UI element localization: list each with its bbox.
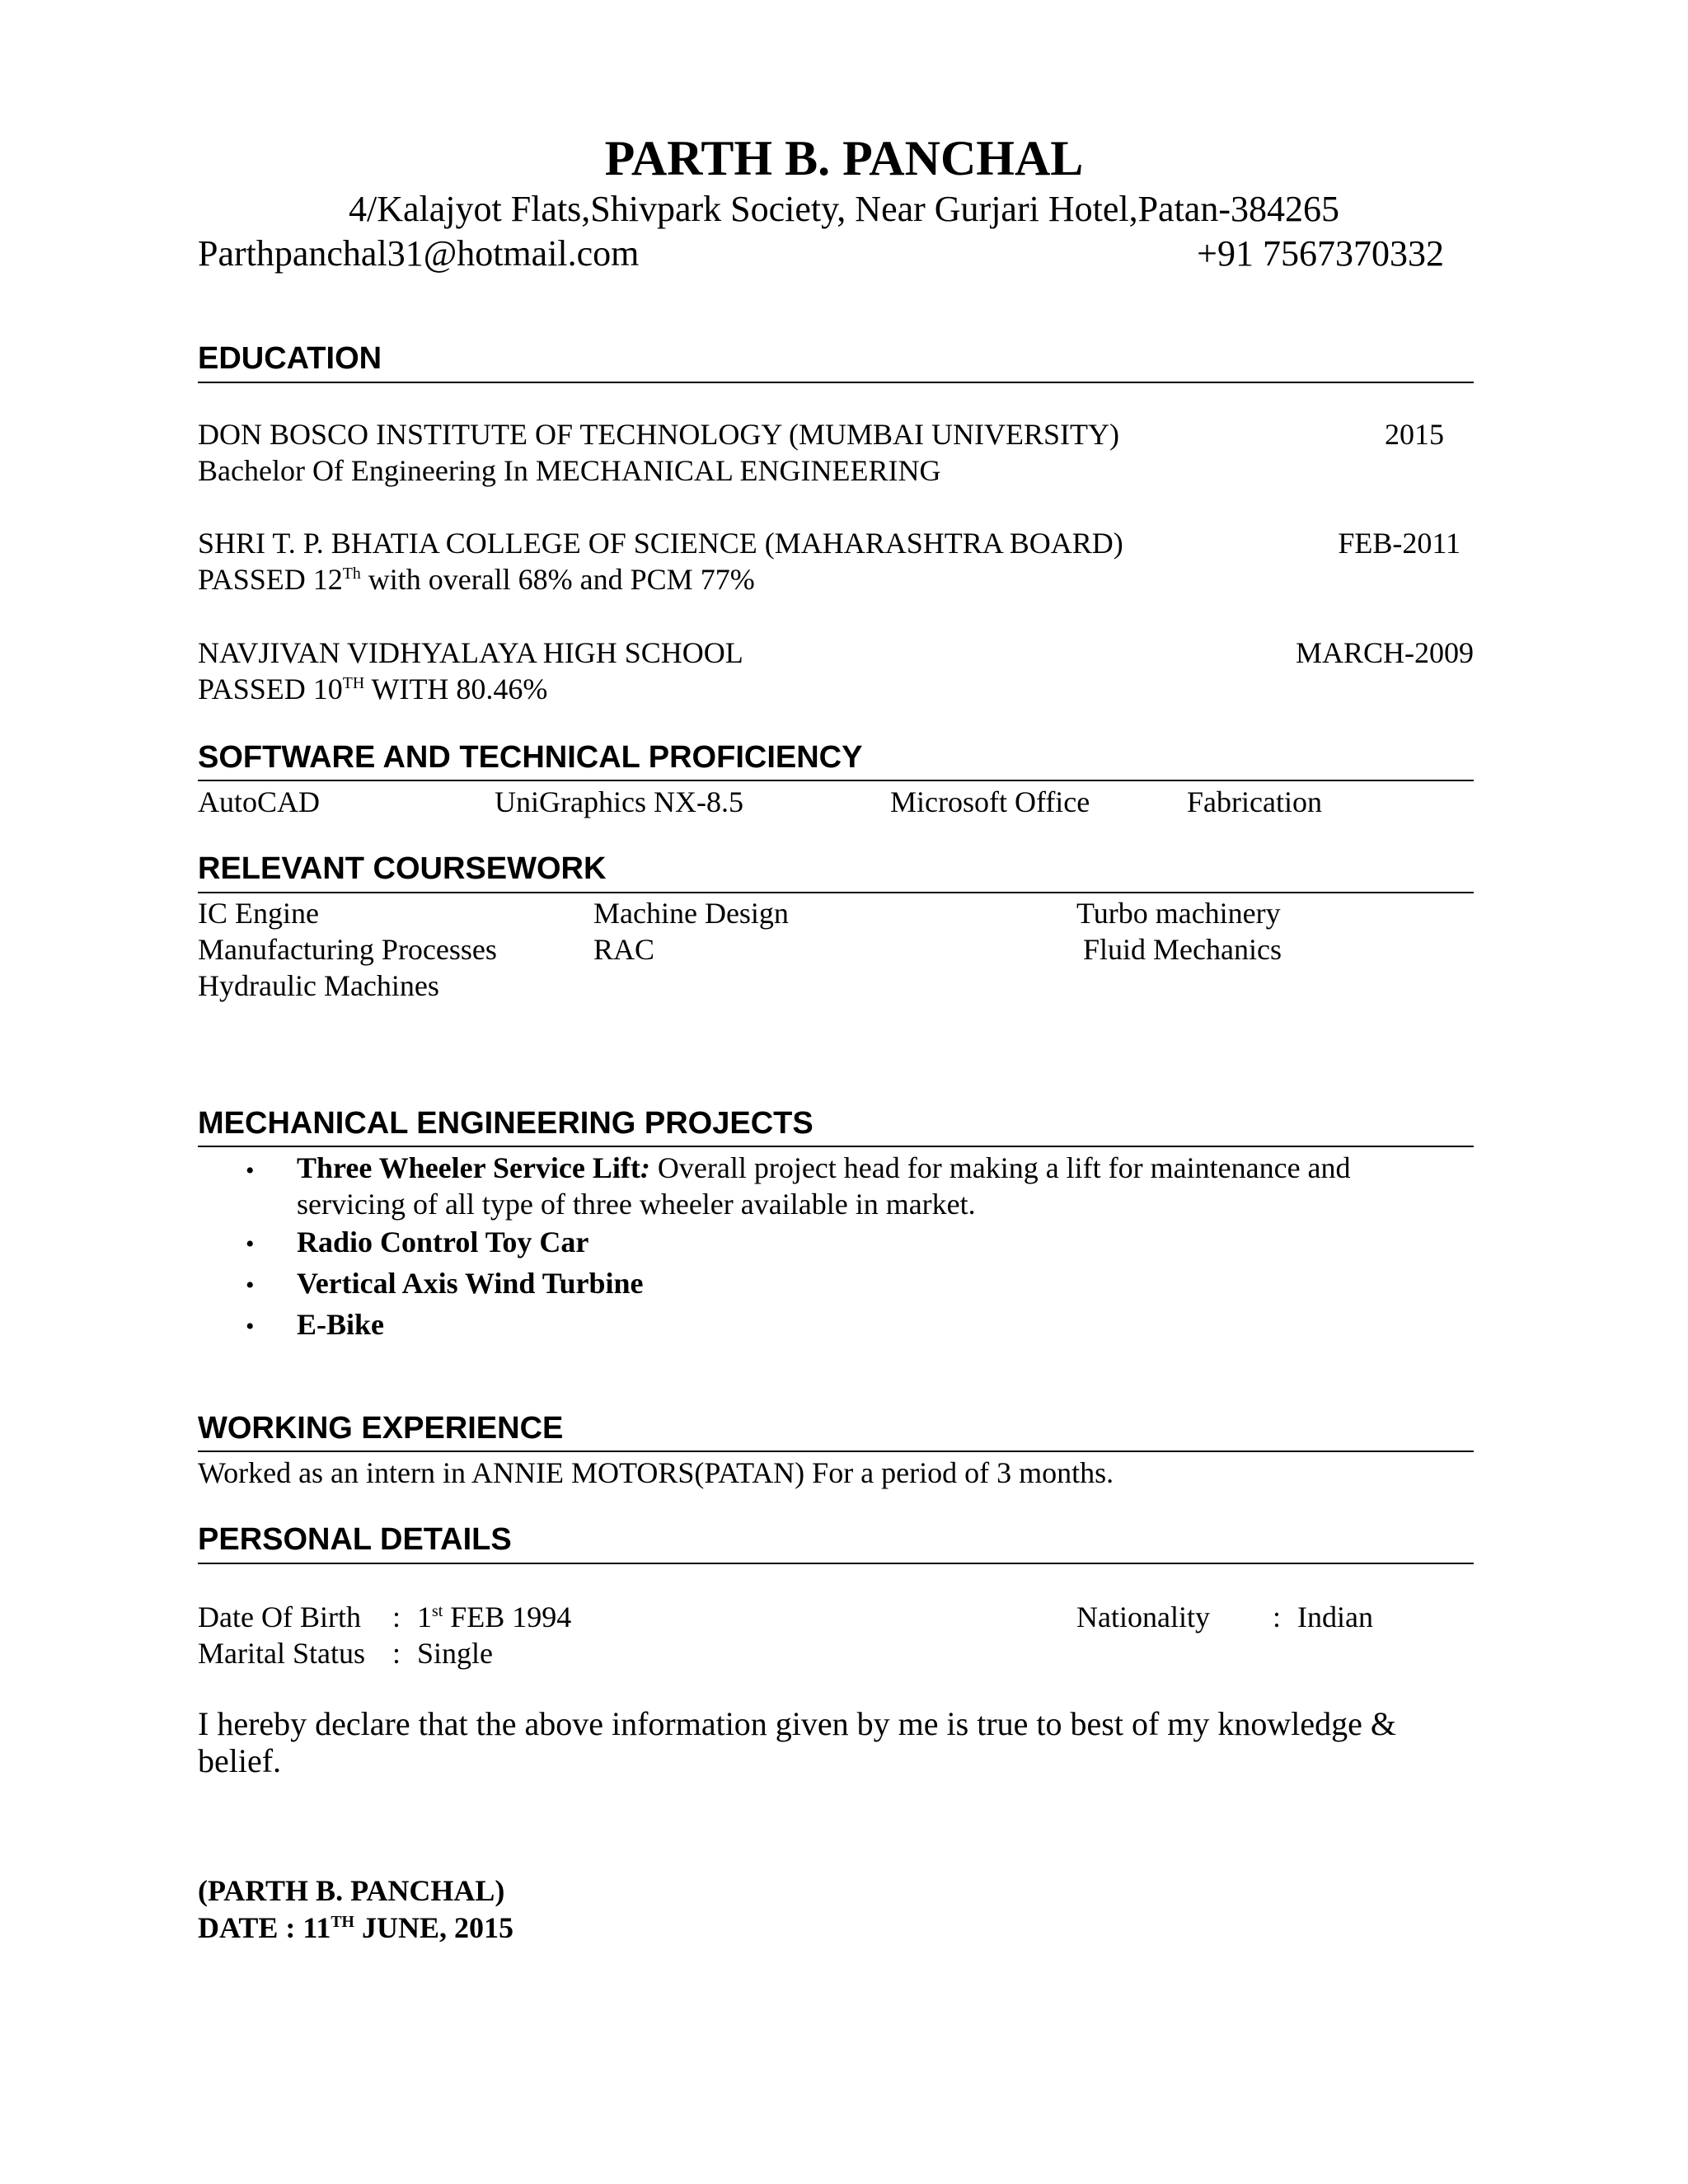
course-item: IC Engine xyxy=(198,897,319,930)
coursework-heading: RELEVANT COURSEWORK xyxy=(198,851,607,886)
nationality-value: Indian xyxy=(1297,1601,1373,1633)
project-item: Vertical Axis Wind Turbine xyxy=(297,1267,644,1300)
software-divider xyxy=(198,780,1474,781)
education-date-3: MARCH-2009 xyxy=(1295,636,1474,669)
course-item: Manufacturing Processes xyxy=(198,933,497,966)
personal-divider xyxy=(198,1563,1474,1564)
projects-divider xyxy=(198,1146,1474,1147)
projects-heading: MECHANICAL ENGINEERING PROJECTS xyxy=(198,1106,814,1141)
nationality-separator: : xyxy=(1273,1601,1282,1633)
software-heading: SOFTWARE AND TECHNICAL PROFICIENCY xyxy=(198,740,863,775)
email: Parthpanchal31@hotmail.com xyxy=(198,233,640,274)
declaration-line: belief. xyxy=(198,1742,282,1779)
project-item: E-Bike xyxy=(297,1308,385,1341)
bullet-icon: • xyxy=(246,1157,255,1184)
course-item: Turbo machinery xyxy=(1076,897,1281,930)
coursework-divider xyxy=(198,892,1474,893)
experience-divider xyxy=(198,1451,1474,1452)
experience-text: Worked as an intern in ANNIE MOTORS(PATAN) For a period of 3 months. xyxy=(198,1456,1114,1489)
bullet-icon: • xyxy=(246,1272,255,1299)
course-item: Hydraulic Machines xyxy=(198,969,439,1002)
education-date-1: 2015 xyxy=(1385,418,1444,451)
course-item: RAC xyxy=(593,933,655,966)
course-item: Machine Design xyxy=(593,897,789,930)
education-detail-2: PASSED 12Th with overall 68% and PCM 77% xyxy=(198,563,755,596)
education-detail-3: PASSED 10TH WITH 80.46% xyxy=(198,673,548,705)
signature-date: DATE : 11TH JUNE, 2015 xyxy=(198,1911,513,1944)
dob-separator: : xyxy=(392,1601,401,1633)
course-item: Fluid Mechanics xyxy=(1083,933,1282,966)
marital-value: Single xyxy=(417,1637,494,1670)
bullet-icon: • xyxy=(246,1230,255,1258)
project-item-desc: servicing of all type of three wheeler available in market. xyxy=(297,1188,976,1221)
personal-heading: PERSONAL DETAILS xyxy=(198,1522,512,1557)
software-item: AutoCAD xyxy=(198,785,321,818)
marital-label: Marital Status xyxy=(198,1637,365,1670)
candidate-name: PARTH B. PANCHAL xyxy=(604,131,1084,185)
education-institution-1: DON BOSCO INSTITUTE OF TECHNOLOGY (MUMBAI UNIVERSITY) xyxy=(198,418,1119,451)
marital-separator: : xyxy=(392,1637,401,1670)
education-divider xyxy=(198,382,1474,383)
signature-name: (PARTH B. PANCHAL) xyxy=(198,1874,505,1907)
bullet-icon: • xyxy=(246,1313,255,1340)
project-item: Radio Control Toy Car xyxy=(297,1226,589,1258)
software-item: Fabrication xyxy=(1187,785,1322,818)
project-item: Three Wheeler Service Lift: Overall project head for making a lift for maintenance and xyxy=(297,1151,1351,1184)
dob-value: 1st FEB 1994 xyxy=(417,1601,572,1633)
nationality-label: Nationality xyxy=(1076,1601,1210,1633)
dob-label: Date Of Birth xyxy=(198,1601,361,1633)
education-date-2: FEB-2011 xyxy=(1338,527,1461,560)
software-item: Microsoft Office xyxy=(890,785,1090,818)
address: 4/Kalajyot Flats,Shivpark Society, Near Gurjari Hotel,Patan-384265 xyxy=(348,189,1339,229)
software-item: UniGraphics NX-8.5 xyxy=(495,785,743,818)
education-heading: EDUCATION xyxy=(198,341,382,376)
experience-heading: WORKING EXPERIENCE xyxy=(198,1411,564,1446)
education-institution-3: NAVJIVAN VIDHYALAYA HIGH SCHOOL xyxy=(198,636,743,669)
declaration-line: I hereby declare that the above information given by me is true to best of my knowledge & xyxy=(198,1705,1397,1742)
phone: +91 7567370332 xyxy=(1197,233,1444,274)
education-institution-2: SHRI T. P. BHATIA COLLEGE OF SCIENCE (MAHARASHTRA BOARD) xyxy=(198,527,1123,560)
education-detail-1: Bachelor Of Engineering In MECHANICAL ENGINEERING xyxy=(198,454,941,487)
